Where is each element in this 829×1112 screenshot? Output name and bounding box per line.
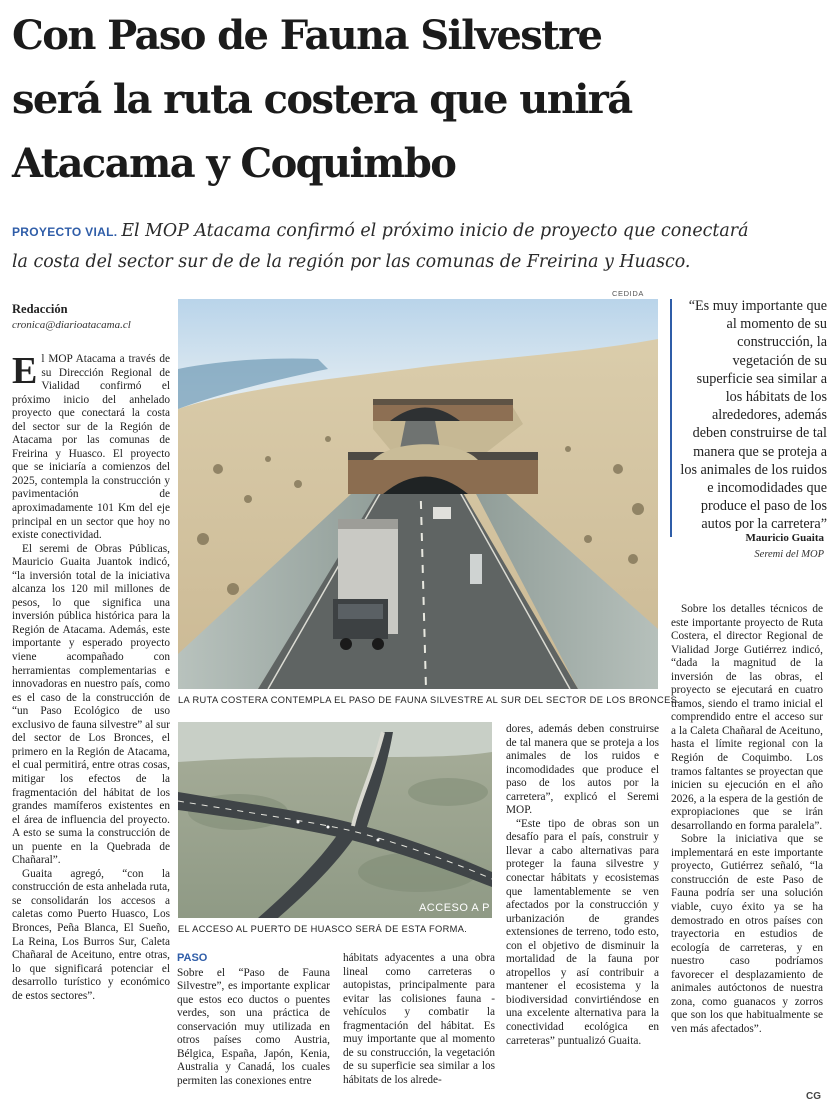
headline-line: Atacama y Coquimbo: [12, 140, 456, 187]
headline-line: será la ruta costera que unirá: [12, 76, 632, 123]
paragraph: “Este tipo de obras son un desafío para el país, construir y llevar a cabo alternativas para proteger la fauna silvestre y conectar hábitats y ecosistemas que lamentablemente se ven afectados por la construcción y urbanización de grandes extensiones de terreno, todo esto, con el objetivo de disminuir la mortalidad de la fauna por atropellos y así contribuir a mantener el ecosistema y la biodiversidad convirtiéndose en una excelente alternativa para la conectividad ecológica en carreteras” puntualizó Guaita.: [506, 817, 659, 1047]
section-label: PASO: [177, 952, 208, 964]
pull-quote: [670, 299, 826, 609]
secondary-photo-port-access: [178, 722, 492, 918]
pull-quote-name: Mauricio Guaita: [745, 532, 824, 544]
paragraph: Sobre la iniciativa que se implementará en este importante proyecto, Gutiérrez señaló, “la construcción de este Paso de Fauna podría ser una solución viable, cuyo éxito ya se ha demostrado en otros países con trayectoria en estudios de ecología de carreteras, y en nuestro caso podríamos favorecer el desplazamiento de animales autóctonos de nuestra zona, como guanacos y zorros que son los que habitualmente se ven más afectados”.: [671, 833, 823, 1035]
pull-quote-role: Seremi del MOP: [754, 549, 824, 560]
deck: [12, 216, 822, 277]
deck-line-1: [12, 216, 822, 247]
secondary-photo-overlay-text: ACCESO A P: [418, 902, 490, 914]
deck-kicker: PROYECTO VIAL.: [12, 225, 118, 239]
article-column-5: [671, 603, 823, 1108]
paragraph: Sobre los detalles técnicos de este importante proyecto de Ruta Costera, el director Regional de Vialidad Jorge Gutiérrez indicó, “dada la magnitud de la inversión de las obras, el proyecto se ejecutará en cuatro tramos, siendo el tramo inicial el comprendido entre el acceso sur a la Caleta Chañaral de Aceituno, hasta el límite regional con la Región de Coquimbo. Los tramos faltantes se proyectan que inicien su ejecución en el año 2026, a la espera de la gestión de expropiaciones que se irán desarrollando en forma paralela”.: [671, 603, 823, 832]
article-column-3: [343, 952, 495, 1108]
paragraph: Sobre el “Paso de Fauna Silvestre”, es importante explicar que estos eco ductos o puentes verdes, son una práctica de conservación muy utilizada en otros países como Austria, Bélgica, España, Japón, Kenia, Australia y Canadá, los cuales permiten las conexiones entre: [177, 966, 330, 1087]
article-column-2: [177, 952, 330, 1108]
port-access-illustration: [178, 722, 492, 918]
byline-email: cronica@diarioatacama.cl: [12, 319, 131, 331]
pull-quote-text: “Es muy importante que al momento de su construcción, la vegetación de su superficie sea similar a los hábitats de los alrededores, además deben construirse de tal manera que se proteja a los animales de los ruidos e incomodidades que produce el paso de los autos por la carretera”: [680, 298, 827, 533]
headline: [12, 4, 822, 196]
paragraph-text: l MOP Atacama a través de su Dirección Regional de Vialidad confirmó el próximo inicio del anhelado proyecto que conectará la costa del sector sur de la Región de Atacama por las comunas de Freirina y Huasco. El proyecto que se iniciaría a comienzos del 2025, contempla la construcción y pavimentación de aproximadamente 101 Km del eje principal en un sector que hoy no existe conectividad.: [12, 353, 170, 542]
paragraph: [12, 353, 170, 543]
article-column-4: [506, 723, 659, 1108]
paragraph: El seremi de Obras Públicas, Mauricio Guaita Juantok indicó, “la inversión total de la iniciativa alcanza los 120 mil millones de pesos, lo que significa una inversión pública histórica para la Región de Atacama. Además, este importante y esperado proyecto viene acompañado con herramientas complementarias e innovadoras en nuestro país, como es el caso de la construcción de “un Paso Ecológico de uso exclusivo de fauna silvestre” al sur del sector de Los Bronces, el primero en la Región de Atacama, el cual permitirá, entre otras cosas, mitigar los efectos de la fragmentación del hábitat de los grandes mamíferos existentes en el área de influencia del proyecto. A esto se suma la construcción de un puente en la Quebrada de Chañaral”.: [12, 542, 170, 867]
main-photo-wildlife-crossing: [178, 299, 658, 689]
paragraph: Guaita agregó, “con la construcción de esta anhelada ruta, se consolidarán los accesos a caletas como Puerto Huasco, Los Bronces, Peña Blanca, El Sueño, La Reina, Los Burros Sur, Caleta Chañaral de Aceituno, entre otras, lo que significará potenciar el desarrollo turístico y económico de estos sectores”.: [12, 867, 170, 1002]
headline-line: Con Paso de Fauna Silvestre: [12, 12, 602, 59]
byline-author: Redacción: [12, 302, 68, 316]
article-column-1: [12, 353, 170, 1105]
deck-text-2: la costa del sector sur de de la región por las comunas de Freirina y Huasco.: [12, 252, 691, 272]
wildlife-crossing-illustration: [178, 299, 658, 689]
secondary-photo-caption: EL ACCESO AL PUERTO DE HUASCO SERÁ DE ESTA FORMA.: [178, 924, 468, 934]
paragraph: dores, además deben construirse de tal manera que se proteja a los animales de los ruidos e incomodidades que produce el paso de los autos por la carretera”, explicó el Seremi MOP.: [506, 723, 659, 817]
photo-credit: CEDIDA: [612, 289, 644, 298]
pull-quote-rule: [670, 299, 672, 537]
paragraph: hábitats adyacentes a una obra lineal como carreteras o autopistas, principalmente para evitar las colisiones fauna - vehículos y combatir la fragmentación del hábitat. Es muy importante que al momento de su construcción, la vegetación de su superficie sea similar a los hábitats de los alrede-: [343, 952, 495, 1086]
byline: [12, 302, 172, 331]
deck-text-1: El MOP Atacama confirmó el próximo inicio de proyecto que conectará: [121, 221, 749, 241]
drop-cap: E: [12, 353, 38, 392]
end-mark: CG: [806, 1091, 821, 1102]
main-photo-caption: LA RUTA COSTERA CONTEMPLA EL PASO DE FAUNA SILVESTRE AL SUR DEL SECTOR DE LOS BRONCES.: [178, 695, 681, 705]
